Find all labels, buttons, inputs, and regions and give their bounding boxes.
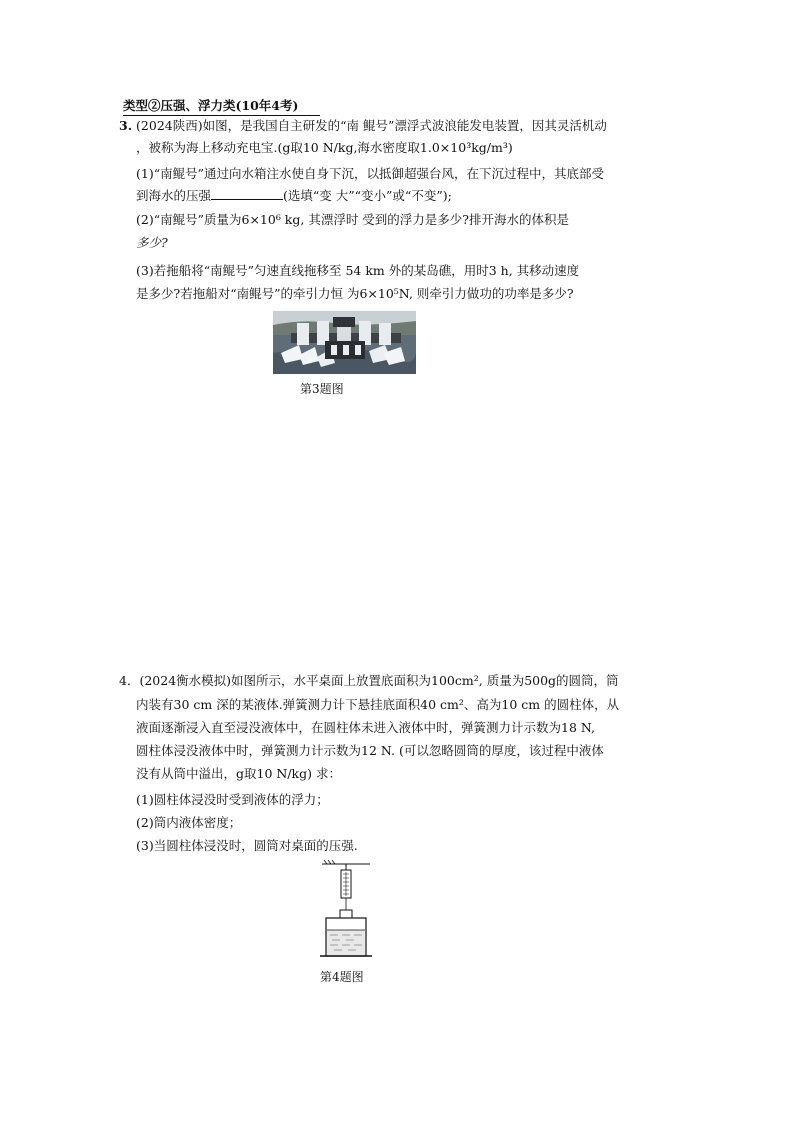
q4-part1: (1)圆柱体浸没时受到液体的浮力； — [136, 792, 329, 807]
q4-figure-caption: 第4题图 — [320, 970, 364, 984]
q4-stem-3: 液面逐渐浸入直至浸没液体中，在圆柱体未进入液体中时，弹簧测力计示数为18 N, — [136, 720, 595, 735]
q3-stem-1: (2024陕西)如图，是我国自主研发的“南 鲲号”漂浮式波浪能发电装置，因其灵活机动 — [136, 118, 607, 133]
q3-figure-caption: 第3题图 — [300, 382, 344, 396]
q4-figure-diagram — [318, 858, 374, 964]
q4-stem-5: 没有从筒中溢出，g取10 N/kg) 求： — [136, 766, 341, 781]
q3-part3-line-2: 是多少?若拖船对“南鲲号”的牵引力恒 为6×10⁵N, 则牵引力做功的功率是多少? — [136, 286, 574, 301]
q3-answer-blank — [211, 188, 283, 200]
q3-stem-2: ，被称为海上移动充电宝.(g取10 N/kg,海水密度取1.0×10³kg/m³) — [136, 140, 513, 155]
q3-part2-line-1: (2)“南鲲号”质量为6×10⁶ kg, 其漂浮时 受到的浮力是多少?排开海水的体积是 — [136, 212, 570, 227]
section-title: 类型②压强、浮力类(10年4考) — [123, 96, 320, 116]
q4-part3: (3)当圆柱体浸没时，圆筒对桌面的压强. — [136, 838, 358, 853]
q3-line-1 — [119, 118, 607, 134]
q3-part1-line-1: (1)“南鲲号”通过向水箱注水使自身下沉，以抵御超强台风，在下沉过程中，其底部受 — [136, 166, 604, 181]
q3-part1-line-2 — [136, 188, 452, 204]
q4-part2: (2)筒内液体密度； — [136, 815, 242, 830]
q3-part3-line-1: (3)若拖船将“南鲲号”匀速直线拖移至 54 km 外的某岛礁，用时3 h, 其移动速度 — [136, 263, 580, 278]
q3-part1-text-a: 到海水的压强 — [136, 188, 212, 203]
q3-figure-photo — [273, 311, 416, 374]
q3-number: 3. — [119, 118, 133, 133]
q4-stem-1: 4．(2024衡水模拟)如图所示，水平桌面上放置底面积为100cm², 质量为500g的圆筒，筒 — [119, 673, 619, 688]
q3-part2-line-2: 多少? — [136, 235, 168, 250]
q4-stem-4: 圆柱体浸没液体中时，弹簧测力计示数为12 N. (可以忽略圆筒的厚度，该过程中液体 — [136, 743, 604, 758]
q4-stem-2: 内装有30 cm 深的某液体.弹簧测力计下悬挂底面积40 cm²、高为10 cm 的圆柱体，从 — [136, 697, 620, 712]
q3-part1-text-b: (选填“变 大”“变小”或“不变”); — [283, 188, 452, 203]
